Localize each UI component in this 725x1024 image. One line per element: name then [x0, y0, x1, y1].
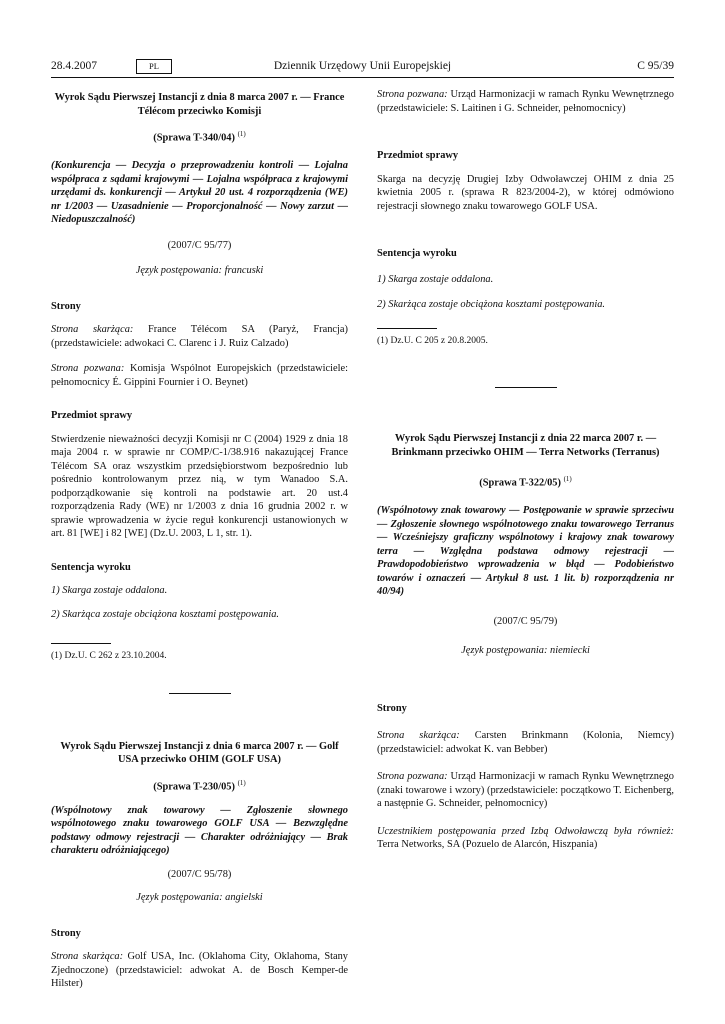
case3-intervener: Uczestnikiem postępowania przed Izbą Odwoławczą była również: Terra Networks, SA (Pozuelo de Alarcón, Hiszpania) [377, 825, 674, 851]
section-separator [169, 693, 231, 694]
case3-parties-heading: Strony [377, 702, 407, 714]
case1-subject: Stwierdzenie nieważności decyzji Komisji nr C (2004) 1929 z dnia 18 maja 2004 r. w sprawie nr COMP/C-1/38.916 nakazującej France Télécom SA oraz wszystkim przedsiębiorstwom bezpośrednio lub pośrednio kontrolowanym przez nią, w tym Wanadoo S.A. podporządkowanie się kontroli na podstawie art. 20 ust.4 rozporządzenia Rady (WE) nr 1/2003 z dnia 16 grudnia 2002 r. w sprawie wprowadzenia w życie reguł konkurencji ustanowionych w art. 81 [WE] i 82 [WE] (Dz.U. 2003, L 1, str. 1). [51, 433, 348, 540]
right-column [377, 88, 674, 852]
case2-keywords: (Wspólnotowy znak towarowy — Zgłoszenie słownego wspólnotowego znaku towarowego GOLF USA — Bezwzględne podstawy odmowy rejestracji — Charakter odróżniający — Brak charakteru odróżniającego) [51, 804, 348, 857]
case2-ref: (2007/C 95/78) [167, 868, 232, 880]
case1-applicant: Strona skarżąca: France Télécom SA (Paryż, Francja) (przedstawiciele: adwokaci C. Clarenc i J. Ruiz Calzado) [51, 324, 348, 349]
case1-ref: (2007/C 95/77) [167, 239, 232, 251]
case1-number: (Sprawa T-340/04) $^{(1)}$ [153, 130, 246, 144]
case3-number: (Sprawa T-322/05) $^{(1)}$ [479, 475, 572, 489]
case1-ruling-1: 1) Skarga zostaje oddalona. [51, 585, 168, 597]
case2-title: Wyrok Sądu Pierwszej Instancji z dnia 6 marca 2007 r. — Golf USA przeciwko OHIM (GOLF USA) [60, 740, 339, 766]
case1-language: Język postępowania: francuski [135, 265, 264, 277]
case2-applicant: Strona skarżąca: Golf USA, Inc. (Oklahoma City, Oklahoma, Stany Zjednoczone) (przedstawiciel: adwokat A. de Bosch Kemper-de Hilster) [51, 951, 348, 990]
page-number: C 95/39 [637, 60, 674, 72]
case2-ruling-1: 1) Skarga zostaje oddalona. [377, 273, 494, 285]
case2-language: Język postępowania: angielski [136, 892, 263, 904]
case1-ruling-2: 2) Skarżąca zostaje obciążona kosztami postępowania. [51, 608, 280, 620]
left-column [51, 88, 348, 991]
case1-subject-heading: Przedmiot sprawy [51, 410, 133, 422]
case1-keywords: (Konkurencja — Decyzja o przeprowadzeniu kontroli — Lojalna współpraca z sądami krajowymi — Lojalna współpraca z krajowymi urzędami ds. konkurencji — Artykuł 20 ust. 4 rozporządzenia (WE) nr 1/2003 — Uzasadnienie — Proporcjonalność — Nowy zarzut — Niedopuszczalność) [51, 160, 348, 226]
case3-language: Język postępowania: niemiecki [461, 645, 590, 657]
case3-title: Wyrok Sądu Pierwszej Instancji z dnia 22 marca 2007 r. — Brinkmann przeciwko OHIM — Terra Networks (Terranus) [391, 432, 660, 458]
case2-footnote: (1) Dz.U. C 205 z 20.8.2005. [377, 335, 488, 346]
header-rule [51, 77, 674, 78]
case2-defendant: Strona pozwana: Urząd Harmonizacji w ramach Rynku Wewnętrznego (przedstawiciele: S. Laitinen i G. Schneider, pełnomocnicy) [377, 89, 674, 114]
case2-number: (Sprawa T-230/05) $^{(1)}$ [153, 778, 246, 793]
case1-defendant: Strona pozwana: Komisja Wspólnot Europejskich (przedstawiciele: pełnomocnicy É. Gippini Fournier i O. Beynet) [51, 363, 348, 388]
case3-applicant: Strona skarżąca: Carsten Brinkmann (Kolonia, Niemcy) (przedstawiciel: adwokat K. van Bebber) [377, 730, 674, 755]
footnote-rule [51, 643, 111, 644]
case2-subject: Skarga na decyzję Drugiej Izby Odwoławczej OHIM z dnia 25 kwietnia 2005 r. (sprawa R 823/2004-2), w której odmówiono rejestracji słownego znaku towarowego GOLF USA. [377, 173, 674, 212]
journal-title: Dziennik Urzędowy Unii Europejskiej [273, 60, 452, 72]
section-separator [495, 387, 557, 388]
case2-ruling-heading: Sentencja wyroku [377, 248, 457, 260]
footnote-rule [377, 328, 437, 329]
language-badge: PL [136, 59, 172, 74]
case1-ruling-heading: Sentencja wyroku [51, 561, 131, 573]
case3-keywords: (Wspólnotowy znak towarowy — Postępowanie w sprawie sprzeciwu — Zgłoszenie słownego wspólnotowego znaku towarowego Terranus — Wcześniejszy graficzny wspólnotowy i krajowy znak towarowy terra — Względna podstawa odmowy rejestracji — Prawdopodobieństwo wprowadzenia w błąd — Podobieństwo towarów i oznaczeń — Artykuł 8 ust. 1 lit. b) rozporządzenia nr 40/94) [377, 505, 674, 598]
publication-date: 28.4.2007 [51, 60, 97, 72]
case1-title: Wyrok Sądu Pierwszej Instancji z dnia 8 marca 2007 r. — France Télécom przeciwko Komisji [54, 92, 345, 117]
case3-ref: (2007/C 95/79) [493, 615, 558, 627]
case2-ruling-2: 2) Skarżąca zostaje obciążona kosztami postępowania. [377, 299, 606, 311]
page-header [51, 60, 674, 76]
case3-defendant: Strona pozwana: Urząd Harmonizacji w ramach Rynku Wewnętrznego (znaki towarowe i wzory) (przedstawiciele: początkowo T. Eichenberg, a następnie G. Schneider, pełnomocnicy) [377, 771, 674, 810]
case1-footnote: (1) Dz.U. C 262 z 23.10.2004. [51, 651, 167, 662]
case2-subject-heading: Przedmiot sprawy [377, 150, 459, 162]
case1-parties-heading: Strony [51, 300, 81, 312]
case2-parties-heading: Strony [51, 927, 81, 939]
